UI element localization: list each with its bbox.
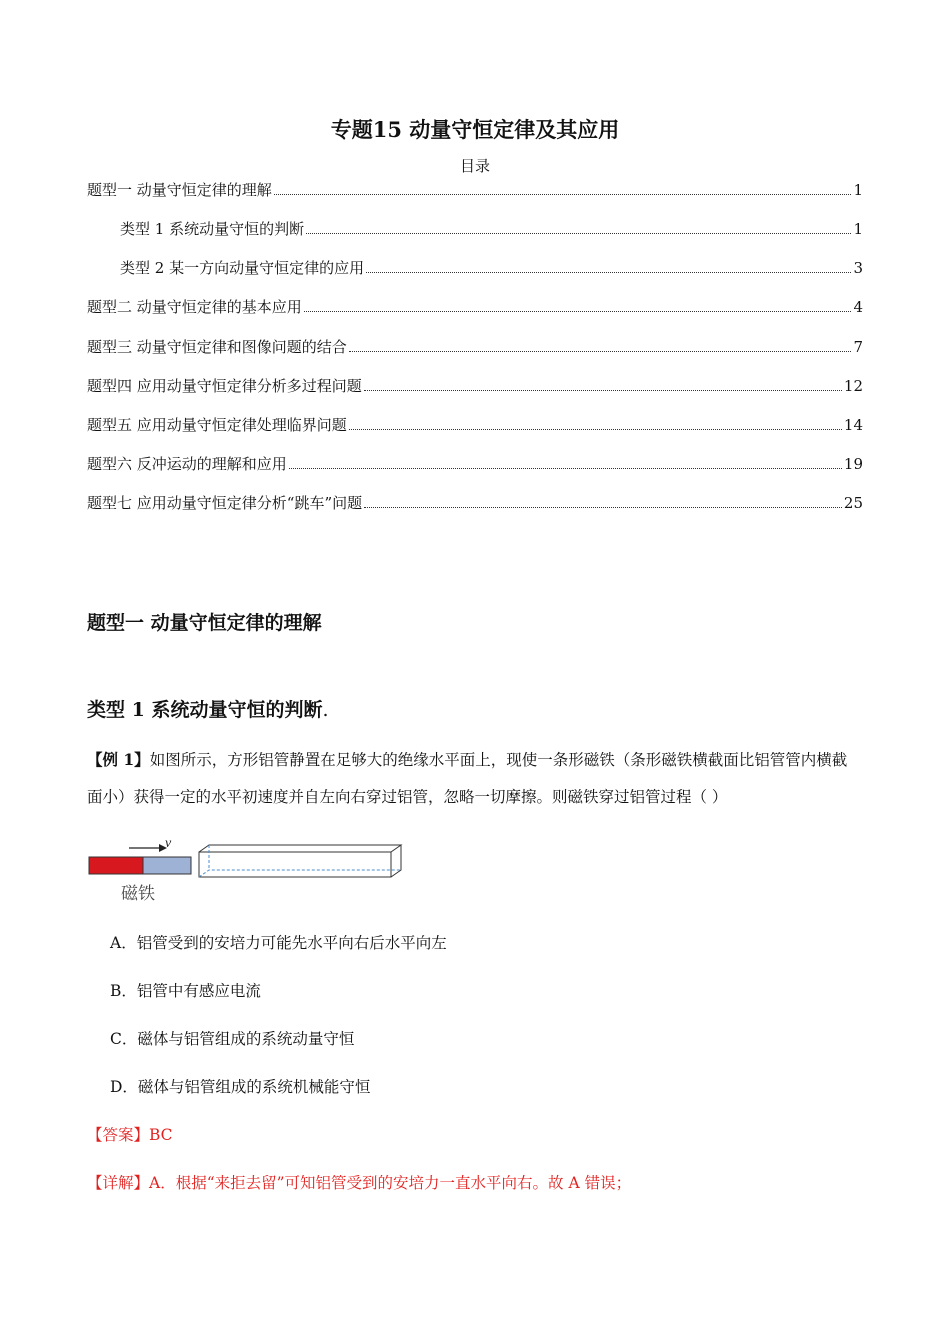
toc-entry[interactable] (87, 337, 863, 357)
option-c[interactable]: C．磁体与铝管组成的系统动量守恒 (110, 1030, 355, 1048)
toc-entry-label: 类型 2 某一方向动量守恒定律的应用 (120, 259, 365, 277)
toc-entry-label: 题型一 动量守恒定律的理解 (87, 181, 272, 199)
toc-leader (366, 271, 851, 273)
toc-entry-label: 题型五 应用动量守恒定律处理临界问题 (87, 416, 347, 434)
magnet-north-pole (89, 857, 143, 874)
toc-leader (349, 428, 842, 430)
toc-heading: 目录 (459, 157, 490, 175)
toc-entry[interactable] (87, 493, 863, 513)
toc-entry-label: 题型三 动量守恒定律和图像问题的结合 (87, 338, 347, 356)
toc-entry-page: 14 (843, 416, 863, 434)
toc-leader (364, 389, 842, 391)
tube-hidden-edge (199, 870, 401, 877)
magnet-south-pole (143, 857, 191, 874)
toc-entry[interactable] (87, 180, 863, 200)
section-heading: 题型一 动量守恒定律的理解 (87, 612, 322, 634)
tube-top-face (199, 845, 401, 852)
toc-entry-label: 类型 1 系统动量守恒的判断 (120, 220, 305, 238)
sub-heading (87, 695, 329, 722)
toc-entry-page: 19 (843, 455, 863, 473)
tube-front-face (199, 852, 391, 877)
sub-heading-text: 类型 1 系统动量守恒的判断 (87, 699, 323, 721)
answer-detail: 【详解】A．根据“来拒去留”可知铝管受到的安培力一直水平向右。故 A 错误； (87, 1174, 632, 1192)
toc-entry[interactable] (87, 297, 863, 317)
toc-entry-label: 题型二 动量守恒定律的基本应用 (87, 298, 302, 316)
example-paragraph (87, 741, 857, 816)
toc-entry-page: 4 (853, 298, 863, 316)
example-tag: 【例 1】 (87, 750, 150, 769)
example-text: 如图所示，方形铝管静置在足够大的绝缘水平面上，现使一条形磁铁（条形磁铁横截面比铝管管内横截面小）获得一定的水平初速度并自左向右穿过铝管，忽略一切摩擦。则磁铁穿过铝管过程（ ） (87, 751, 848, 806)
toc-leader (306, 232, 851, 234)
magnet-tube-figure (87, 833, 417, 911)
answer-line: 【答案】BC (87, 1126, 173, 1144)
option-a[interactable]: A．铝管受到的安培力可能先水平向右后水平向左 (110, 934, 447, 952)
magnet-tube-diagram (87, 833, 417, 907)
toc-entry-page: 12 (843, 377, 863, 395)
toc-entry[interactable] (120, 258, 863, 278)
toc-entry-label: 题型七 应用动量守恒定律分析“跳车”问题 (87, 494, 363, 512)
toc-entry-page: 25 (843, 494, 863, 512)
toc-leader (274, 193, 852, 195)
option-d[interactable]: D．磁体与铝管组成的系统机械能守恒 (110, 1078, 371, 1096)
toc-leader (289, 467, 842, 469)
toc-entry-page: 3 (853, 259, 863, 277)
toc-entry-page: 7 (853, 338, 863, 356)
toc-entry[interactable] (87, 454, 863, 474)
toc-leader (304, 310, 852, 312)
toc-entry-label: 题型四 应用动量守恒定律分析多过程问题 (87, 377, 362, 395)
toc-entry[interactable] (87, 415, 863, 435)
velocity-label: v (165, 836, 172, 851)
tube-side-face (391, 845, 401, 877)
toc-entry[interactable] (120, 219, 863, 239)
toc-entry-label: 题型六 反冲运动的理解和应用 (87, 455, 287, 473)
magnet-label: 磁铁 (121, 884, 155, 904)
document-title: 专题15 动量守恒定律及其应用 (330, 117, 620, 142)
option-b[interactable]: B．铝管中有感应电流 (110, 982, 261, 1000)
toc-leader (349, 350, 852, 352)
sub-heading-suffix: . (322, 699, 329, 721)
toc-entry-page: 1 (853, 220, 863, 238)
toc-entry-page: 1 (853, 181, 863, 199)
toc-leader (364, 506, 842, 508)
toc-entry[interactable] (87, 376, 863, 396)
